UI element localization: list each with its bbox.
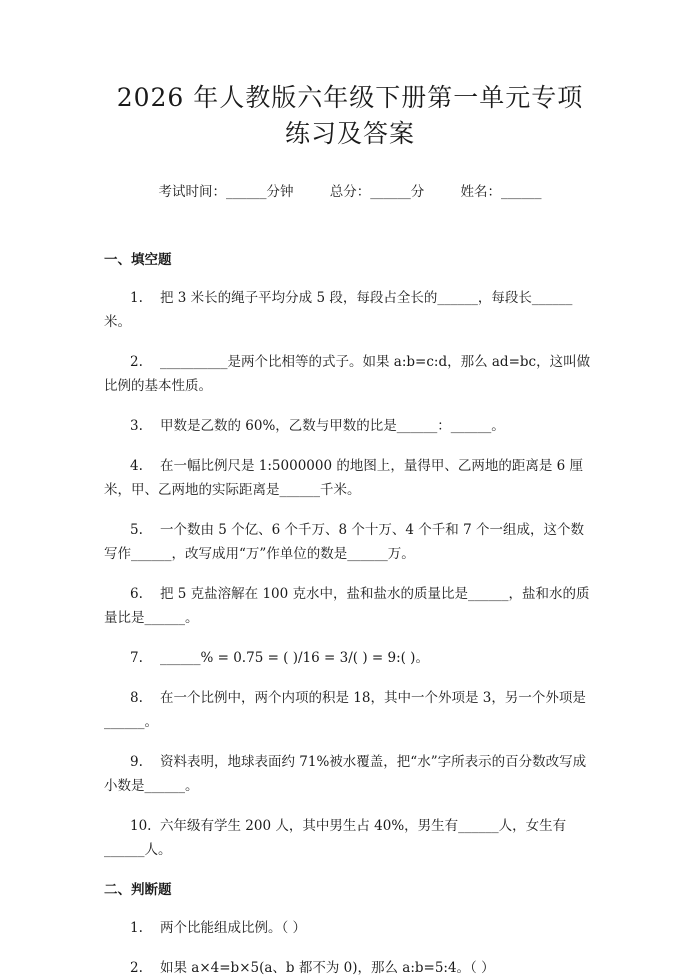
question-number: 2. [130, 960, 143, 976]
question-item [104, 414, 596, 438]
question-text: 把 5 克盐溶解在 100 克水中，盐和盐水的质量比是______，盐和水的质量比是______。 [104, 586, 590, 626]
question-number: 9. [130, 754, 143, 770]
question-text: 如果 a×4=b×5(a、b 都不为 0)，那么 a:b=5:4。（ ） [160, 960, 495, 976]
question-text: 甲数是乙数的 60%，乙数与甲数的比是______：______。 [160, 418, 505, 434]
question-number: 1. [130, 290, 143, 306]
page-title: 2026 年人教版六年级下册第一单元专项练习及答案 [116, 83, 584, 148]
question-item [104, 686, 596, 734]
question-item [104, 286, 596, 334]
question-text: 资料表明，地球表面约 71%被水覆盖，把“水”字所表示的百分数改写成小数是______。 [104, 754, 587, 794]
question-number: 6. [130, 586, 143, 602]
question-number: 7. [130, 650, 143, 666]
question-number: 2. [130, 354, 143, 370]
question-text: 一个数由 5 个亿、6 个千万、8 个十万、4 个千和 7 个一组成，这个数写作______，改写成用“万”作单位的数是______万。 [104, 522, 584, 562]
question-item [104, 582, 596, 630]
exam-info-line [104, 182, 596, 202]
question-item [104, 454, 596, 502]
question-text: 在一个比例中，两个内项的积是 18，其中一个外项是 3，另一个外项是______。 [104, 690, 586, 730]
question-item [104, 956, 596, 980]
question-text: 两个比能组成比例。（ ） [160, 920, 307, 936]
question-item [104, 916, 596, 940]
question-number: 3. [130, 418, 143, 434]
question-item [104, 518, 596, 566]
question-text: __________是两个比相等的式子。如果 a:b=c:d，那么 ad=bc，这叫做比例的基本性质。 [104, 354, 591, 394]
question-text: 在一幅比例尺是 1:5000000 的地图上，量得甲、乙两地的距离是 6 厘米，甲、乙两地的实际距离是______千米。 [104, 458, 584, 498]
question-item [104, 750, 596, 798]
question-number: 4. [130, 458, 143, 474]
question-text: ______% = 0.75 = ( )/16 = 3/( ) = 9:( )。 [160, 650, 429, 666]
exam-time-field: 考试时间：______分钟 [158, 184, 294, 200]
question-text: 六年级有学生 200 人，其中男生占 40%，男生有______人，女生有______人。 [104, 818, 567, 858]
question-item [104, 646, 596, 670]
question-text: 把 3 米长的绳子平均分成 5 段，每段占全长的______，每段长______米。 [104, 290, 573, 330]
question-number: 8. [130, 690, 143, 706]
question-number: 5. [130, 522, 143, 538]
question-item [104, 814, 596, 862]
section-heading-true-false: 二、判断题 [104, 882, 172, 898]
section-heading-fill-in: 一、填空题 [104, 252, 172, 268]
student-name-field: 姓名：______ [460, 184, 542, 200]
total-score-field: 总分：______分 [329, 184, 425, 200]
question-number: 10. [130, 818, 152, 834]
question-item [104, 350, 596, 398]
question-number: 1. [130, 920, 143, 936]
